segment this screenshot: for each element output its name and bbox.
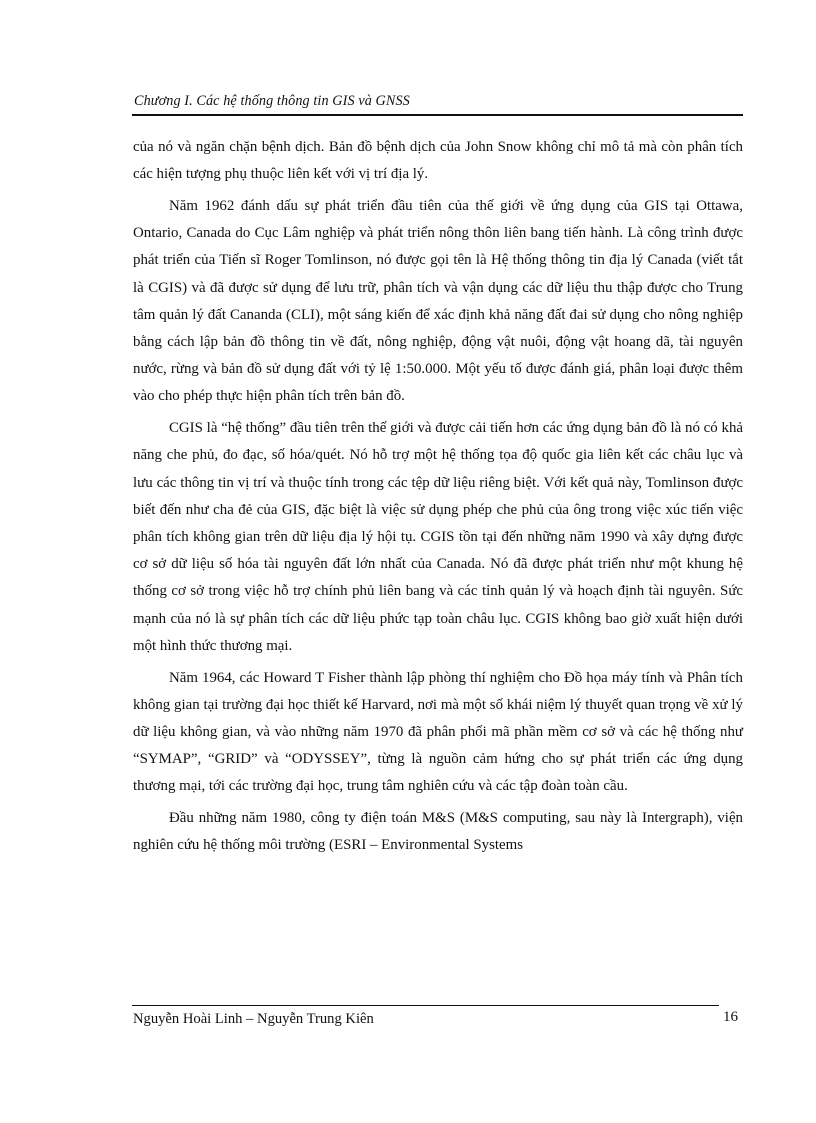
paragraph: Năm 1962 đánh dấu sự phát triển đầu tiên của thế giới về ứng dụng của GIS tại Ottawa, Ontario, Canada do Cục Lâm nghiệp và phát triển nông thôn liên bang tiến hành. Là công trình được phát triển của Tiến sĩ Roger Tomlinson, nó được gọi tên là Hệ thống thông tin địa lý Canada (viết tắt là CGIS) và đã được sử dụng để lưu trữ, phân tích và vận dụng các dữ liệu thu thập được cho Trung tâm quản lý đất Cananda (CLI), một sáng kiến để xác định khả năng đất đai sử dụng cho nông nghiệp bằng cách lập bản đồ thông tin về đất, nông nghiệp, động vật nuôi, động vật hoang dã, tài nguyên nước, rừng và bản đồ sử dụng đất với tỷ lệ 1:50.000. Một yếu tố được đánh giá, phân loại được thêm vào cho phép thực hiện phân tích trên bản đồ. xyxy=(133,198,743,405)
footer-divider xyxy=(132,1005,719,1006)
paragraph: Đầu những năm 1980, công ty điện toán M&S (M&S computing, sau này là Intergraph), viện nghiên cứu hệ thống môi trường (ESRI – Environmental Systems xyxy=(133,810,743,854)
main-text xyxy=(133,134,743,864)
running-header: Chương I. Các hệ thống thông tin GIS và GNSS xyxy=(134,93,410,109)
page-number: 16 xyxy=(723,1009,738,1025)
header-divider xyxy=(132,114,743,116)
footer-authors: Nguyễn Hoài Linh – Nguyễn Trung Kiên xyxy=(133,1011,374,1027)
paragraph: CGIS là “hệ thống” đầu tiên trên thế giới và được cải tiến hơn các ứng dụng bản đồ là nó có khả năng che phủ, đo đạc, số hóa/quét. Nó hỗ trợ một hệ thống tọa độ quốc gia liên kết các châu lục và lưu các thông tin vị trí và thuộc tính trong các tệp dữ liệu riêng biệt. Với kết quả này, Tomlinson được biết đến như cha đẻ của GIS, đặc biệt là việc sử dụng phép che phủ của ông trong việc xúc tiến việc phân tích không gian trên dữ liệu địa lý hội tụ. CGIS tồn tại đến những năm 1990 và xây dựng được cơ sở dữ liệu số hóa tài nguyên đất lớn nhất của Canada. Nó đã được phát triển như một khung hệ thống cơ sở trong việc hỗ trợ chính phủ liên bang và các tỉnh quản lý và hoạch định tài nguyên. Sức mạnh của nó là sự phân tích các dữ liệu phức tạp toàn châu lục. CGIS không bao giờ xuất hiện dưới một hình thức thương mại. xyxy=(133,420,743,654)
paragraph: Năm 1964, các Howard T Fisher thành lập phòng thí nghiệm cho Đồ họa máy tính và Phân tích không gian tại trường đại học thiết kế Harvard, nơi mà một số khái niệm lý thuyết quan trọng về xử lý dữ liệu không gian, và vào những năm 1970 đã phân phối mã phần mềm cơ sở và các hệ thống như “SYMAP”, “GRID” và “ODYSSEY”, từng là nguồn cảm hứng cho sự phát triển các ứng dụng thương mại, tới các trường đại học, trung tâm nghiên cứu và các tập đoàn toàn cầu. xyxy=(133,669,743,795)
paragraph-continuation: của nó và ngăn chặn bệnh dịch. Bản đồ bệnh dịch của John Snow không chỉ mô tả mà còn phân tích các hiện tượng phụ thuộc liên kết với vị trí địa lý. xyxy=(133,139,743,183)
